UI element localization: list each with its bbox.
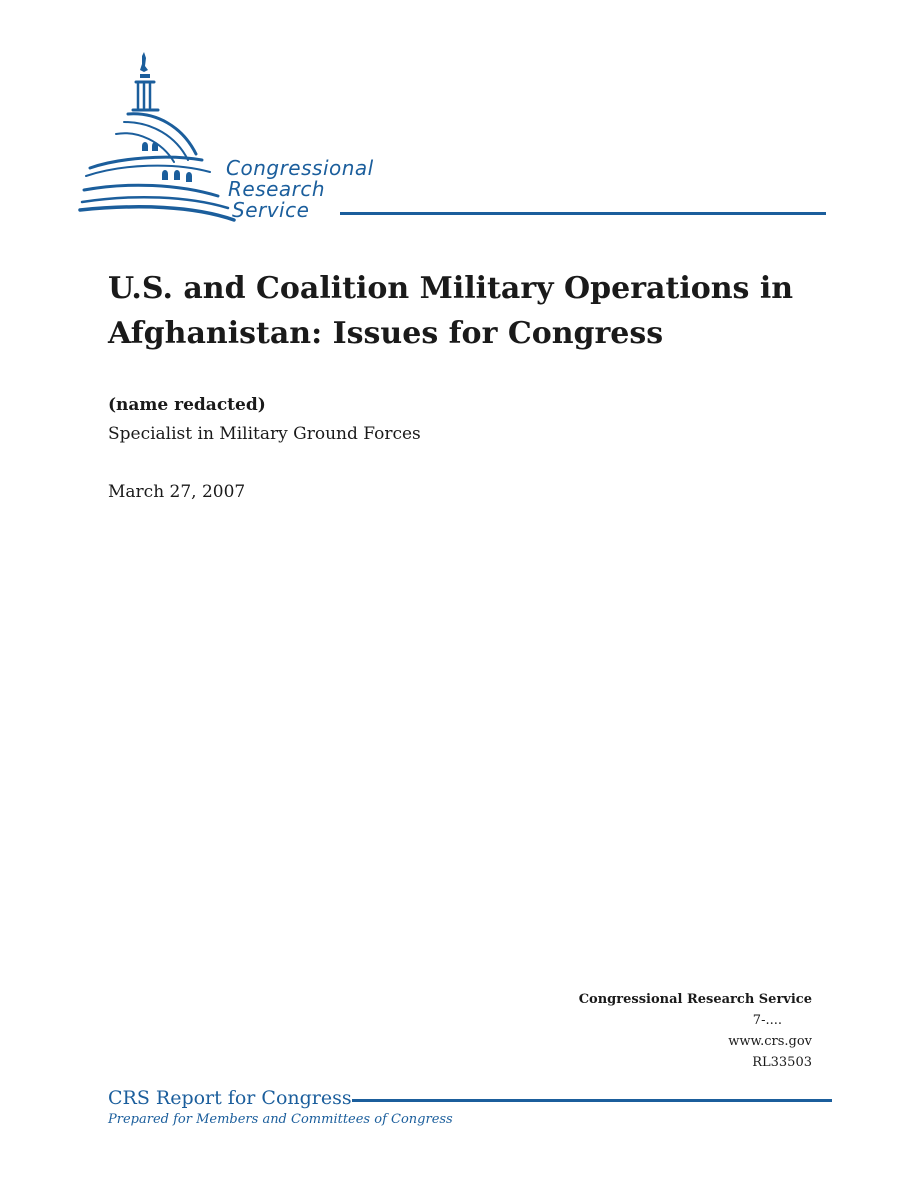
crs-logo xyxy=(78,50,418,225)
footer-rule xyxy=(352,1099,832,1102)
meta-organization: Congressional Research Service xyxy=(578,992,812,1007)
logo-text-service: Service xyxy=(232,198,310,222)
author-role: Specialist in Military Ground Forces xyxy=(108,424,421,444)
document-title: U.S. and Coalition Military Operations in Afghanistan: Issues for Congress xyxy=(108,271,794,351)
meta-report-number: RL33503 xyxy=(752,1055,812,1070)
report-meta xyxy=(579,990,812,1073)
report-date: March 27, 2007 xyxy=(108,482,246,502)
logo-text-research: Research xyxy=(228,177,326,201)
footer-title: CRS Report for Congress xyxy=(108,1087,352,1109)
author-name: (name redacted) xyxy=(108,395,266,415)
meta-order-code: 7-.... xyxy=(752,1013,782,1028)
capitol-dome-icon xyxy=(78,50,238,225)
logo-text-congressional: Congressional xyxy=(226,156,374,180)
header-rule xyxy=(340,212,826,215)
meta-website: www.crs.gov xyxy=(728,1034,812,1049)
footer-subtitle: Prepared for Members and Committees of Congress xyxy=(108,1112,453,1127)
